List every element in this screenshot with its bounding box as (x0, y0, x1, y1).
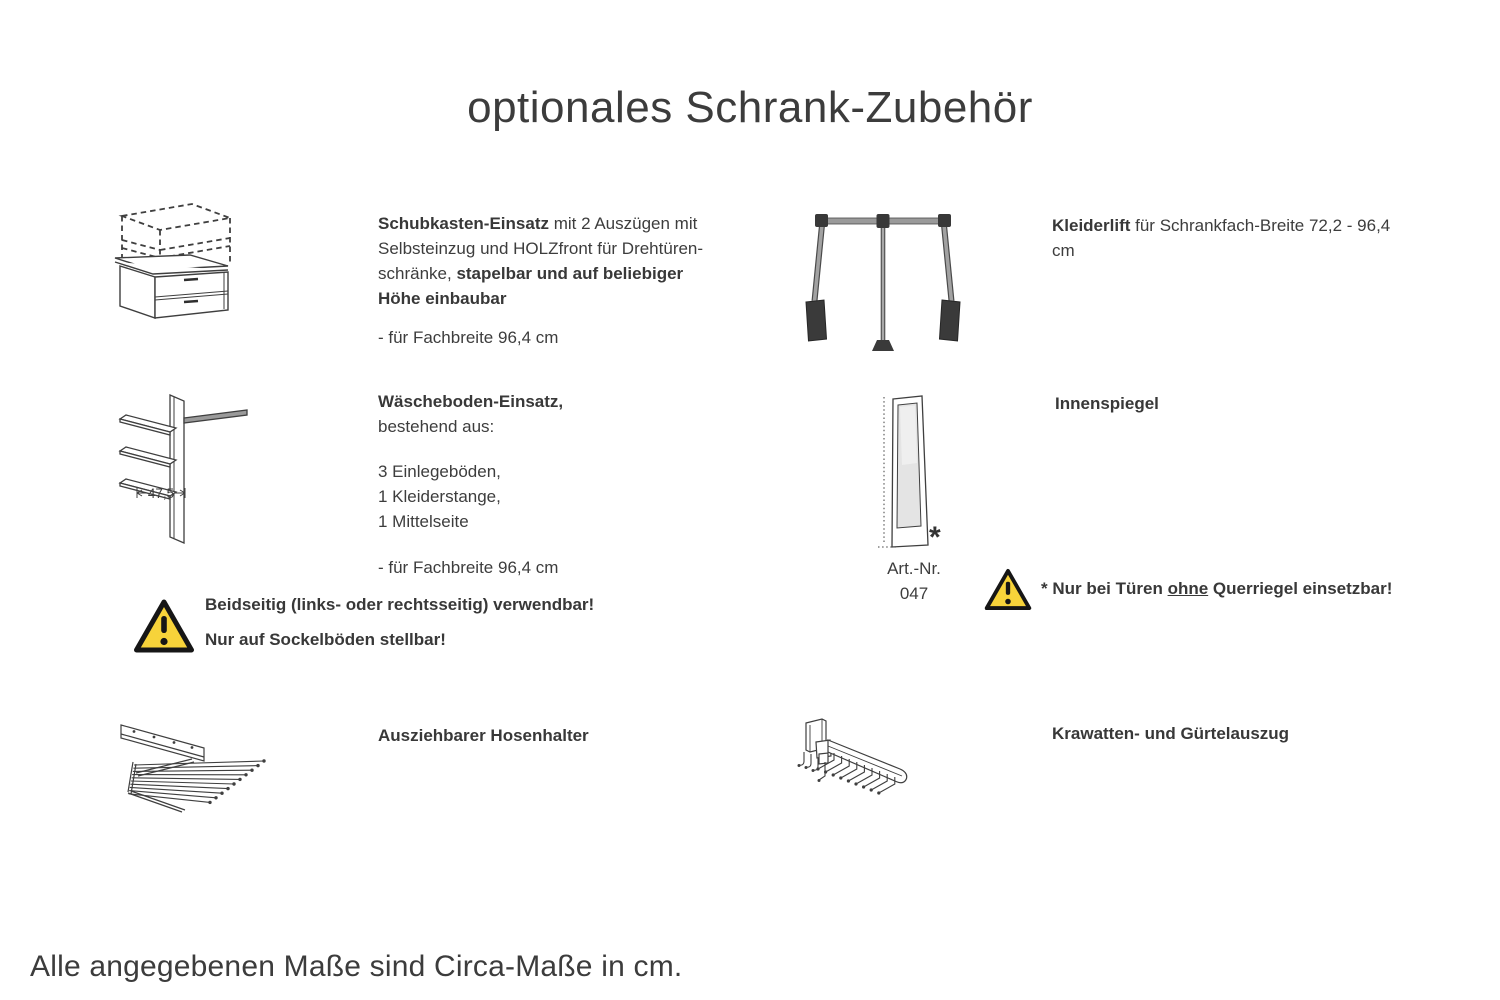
kleiderlift-title: Kleiderlift (1052, 216, 1131, 235)
article-number-value: 047 (899, 584, 929, 603)
waescheboden-subtitle: bestehend aus: (378, 417, 495, 436)
schubkasten-description (378, 211, 730, 350)
schubkasten-width-note: - für Fachbreite 96,4 cm (378, 328, 559, 347)
schubkasten-title: Schubkasten-Einsatz (378, 214, 549, 233)
innenspiegel-warning-text: * Nur bei Türen ohne Querriegel einsetzbar! (1041, 579, 1393, 598)
laundry-shelf-insert-illustration (112, 385, 252, 555)
waescheboden-description (378, 389, 730, 580)
waescheboden-warning-text-2: Nur auf Sockelböden stellbar! (205, 630, 446, 649)
article-number-label: Art.-Nr. (887, 559, 941, 578)
underlined-word: ohne (1167, 579, 1209, 598)
clothes-lift-illustration (793, 193, 968, 358)
innenspiegel-title: Innenspiegel (1055, 394, 1159, 413)
list-item: 1 Mittelseite (378, 512, 469, 531)
page-title: optionales Schrank-Zubehör (467, 83, 1033, 132)
tie-belt-pullout-illustration (790, 710, 930, 815)
hosenhalter-title: Ausziehbarer Hosenhalter (378, 726, 589, 745)
warning-triangle-icon (984, 567, 1032, 612)
schubkasten-desc-bold: stapelbar und auf beliebiger Höhe einbaubar (378, 264, 684, 308)
waescheboden-width-note: - für Fachbreite 96,4 cm (378, 558, 559, 577)
schubkasten-paragraph (378, 211, 730, 311)
shelf-depth-dimension-label: 47,5 (147, 486, 175, 501)
mirror-footnote-asterisk: * (929, 521, 941, 554)
warning-triangle-icon (133, 597, 195, 655)
waescheboden-parts-list (378, 459, 730, 534)
drawer-insert-illustration (112, 196, 242, 326)
mirror-article-number (874, 556, 954, 606)
schubkasten-desc-text: mit 2 Auszügen mit Selbsteinzug und HOLZfront für Drehtüren-schränke, (378, 214, 704, 283)
footer-measurement-note: Alle angegebenen Maße sind Circa-Maße in cm. (30, 950, 683, 983)
waescheboden-warning-text-1: Beidseitig (links- oder rechtsseitig) verwendbar! (205, 595, 595, 614)
trouser-holder-illustration (112, 715, 272, 820)
list-item: 3 Einlegeböden, (378, 462, 501, 481)
kleiderlift-desc-text: für Schrankfach-Breite 72,2 - 96,4 cm (1052, 216, 1391, 260)
list-item: 1 Kleiderstange, (378, 487, 501, 506)
kleiderlift-description (1052, 213, 1404, 263)
krawatten-title: Krawatten- und Gürtelauszug (1052, 724, 1290, 743)
waescheboden-title: Wäscheboden-Einsatz, (378, 392, 564, 411)
